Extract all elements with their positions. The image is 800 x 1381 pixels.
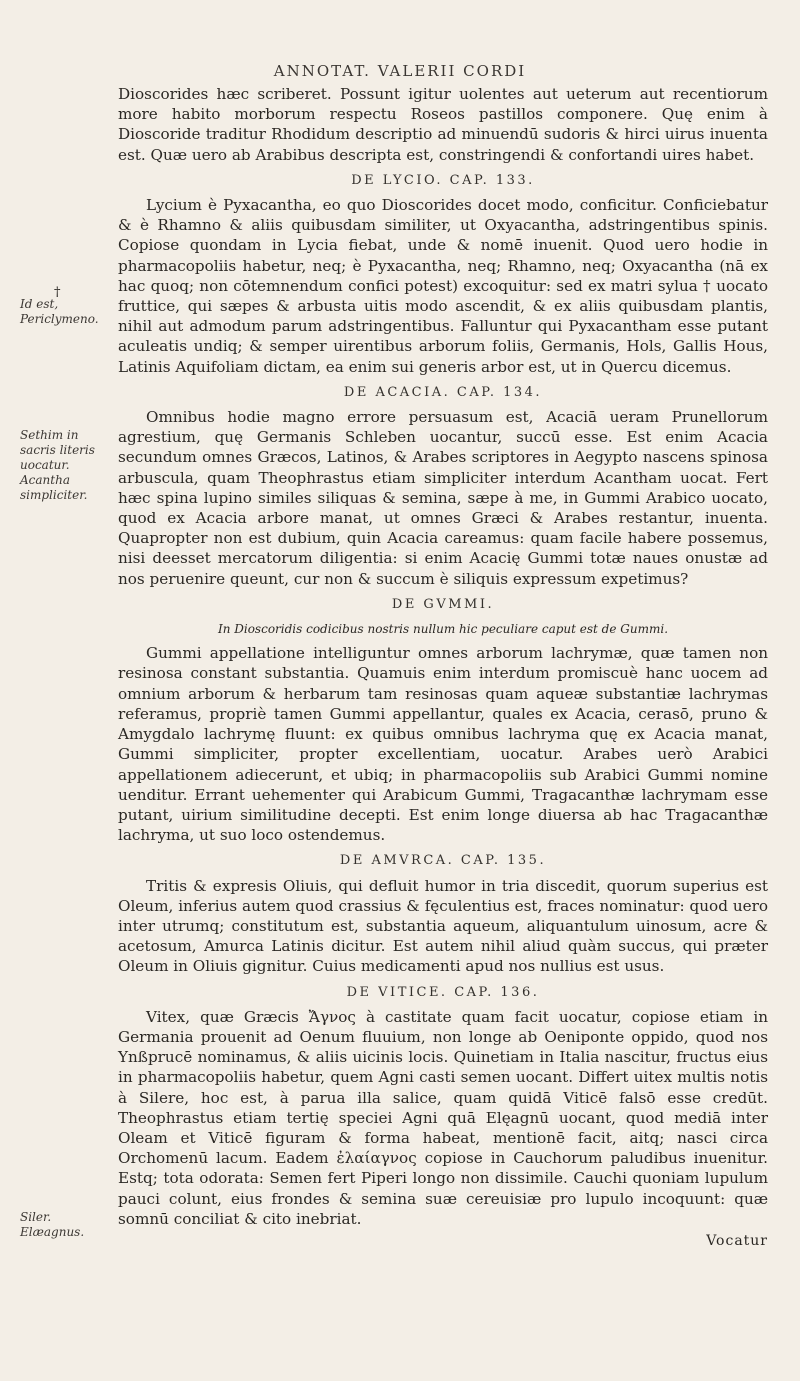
paragraph: Tritis & expresis Oliuis, qui defluit humor in tria discedit, quorum superius est Oleum, inferius autem quod crassius & fęculentius est, fraces nominatur: quod uero inter utrumq; constitutum est, substantia aqueum, aliquantulum uinosum, acre & acetosum, Amurca Latinis dicitur. Est autem nihil aliud quàm succus, qui præter Oleum in Oliuis gignitur. Cuius medicamenti apud nos nullius est usus. [118, 876, 768, 976]
margin-note-siler: Siler. Elæagnus. [20, 1210, 85, 1239]
paragraph: Gummi appellatione intelliguntur omnes arborum lachrymæ, quæ tamen non resinosa constant substantia. Quamuis enim interdum promiscuè hanc uocem ad omnium arborum & herbarum tam resinosas quam aqueæ substantiæ lachrymas referamus, propriè tamen Gummi appellantur, quales ex Acacia, cerasō, pruno & Amygdalo lachrymę fluunt: ex quibus omnibus lachryma quę ex Acacia manat, Gummi simpliciter, propter excellentiam, uocatur. Arabes uerò Arabici appellationem adiecerunt, et ubiq; in pharmacopoliis sub Arabici Gummi nomine uenditur. Errant uehementer qui Arabicum Gummi, Tragacanthæ lachrymam esse putant, uirium similitudine decepti. Est enim longe diuersa ab hac Tragacanthæ lachryma, ut suo loco ostendemus. [118, 644, 768, 845]
section-note: In Dioscoridis codicibus nostris nullum hic peculiare caput est de Gummi. [217, 622, 669, 637]
paragraph: Dioscorides hæc scriberet. Possunt igitur uolentes aut ueterum aut recentiorum more habito morborum respectu Roseos pastillos componere. Quę enim à Dioscoride traditur Rhodidum descriptio ad minuendū sudoris & hirci uirus inuenta est. Quæ uero ab Arabibus descripta est, constringendi & confortandi uires habet. [118, 85, 768, 164]
paragraph: Lycium è Pyxacantha, eo quo Dioscorides docet modo, conficitur. Conficiebatur & è Rhamno & aliis quibusdam similiter, ut Oxyacantha, adstringentibus spinis. Copiose quondam in Lycia fiebat, unde & nomē inuenit. Quod uero hodie in pharmacopoliis habetur, neq; è Pyxacantha, neq; Rhamno, neq; Oxyacantha (nā ex hac quoq; non cōtemnendum confici potest) excoquitur: sed ex matri sylua † uocato fruttice, qui sæpes & arbusta uitis modo ascendit, & ex aliis quibusdam plantis, nihil aut admodum parum adstringentibus. Falluntur qui Pyxacantham esse putant aculeatis undiq; & semper uirentibus arborum foliis, Germanis, Hols, Gallis Hous, Latinis Aquifoliam dictam, ea enim sui generis arbor est, ut in Quercu dicemus. [118, 196, 768, 376]
paragraph: Omnibus hodie magno errore persuasum est, Acaciā ueram Prunellorum agrestium, quę Germanis Schleben uocantur, succū esse. Est enim Acacia secundum omnes Græcos, Latinos, & Arabes scriptores in Aegypto nascens spinosa arbuscula, quam Theophrastus etiam simpliciter interdum Acantham uocat. Fert hæc spina lupino similes siliquas & semina, sæpe à me, in Gummi Arabico uocato, quod ex Acacia arbore manat, ut omnes Græci & Arabes restantur, inuenta. Quapropter non est dubium, quin Acacia careamus: quam facile habere possemus, nisi deesset mercatorum diligentia: si enim Acacię Gummi totæ naues onustæ ad nos peruenire queunt, cur non & succum è siliquis expressum expetimus? [118, 408, 768, 588]
paragraph: Vitex, quæ Græcis Ἄγνος à castitate quam facit uocatur, copiose etiam in Germania prouenit ad Oenum fluuium, non longe ab Oeniponte oppido, quod nos Ynßprucē nominamus, & aliis uicinis locis. Quinetiam in Italia nascitur, fructus eius in pharmacopoliis habetur, quem Agni casti semen uocant. Differt uitex multis notis à Silere, hoc est, à parua illa salice, quam quidā Viticē falsō esse credūt. Theophrastus etiam tertię speciei Agni quā Elęagnū uocant, quod mediā inter Oleam et Viticē figuram & forma habeat, mentionē facit, aitq; nasci circa Orchomenū lacum. Eadem ἐλαίαγνος copiose in Cauchorum paludibus inuenitur. Estq; tota odorata: Semen fert Piperi longo non dissimile. Cauchi quoniam lupulum pauci colunt, eius frondes & semina suæ cereuisiæ pro lupulo incoquunt: quæ somnū conciliat & cito inebriat. [118, 1007, 768, 1228]
margin-note-periclymeno: Id est, Periclymeno. [20, 297, 99, 326]
section-heading: DE ACACIA. CAP. 134. [343, 384, 543, 400]
catchword: Vocatur [706, 1232, 768, 1249]
dagger-mark: † [54, 285, 61, 300]
section-heading: DE VITICE. CAP. 136. [346, 984, 540, 1000]
text-column [118, 84, 768, 1251]
section-heading: DE GVMMI. [391, 596, 495, 612]
section-heading: DE AMVRCA. CAP. 135. [339, 853, 547, 869]
margin-note-sethim: Sethim in sacris literis uocatur. Acantha simpliciter. [20, 428, 95, 502]
running-head: ANNOTAT. VALERII CORDI [273, 62, 527, 80]
section-heading: DE LYCIO. CAP. 133. [351, 172, 535, 188]
